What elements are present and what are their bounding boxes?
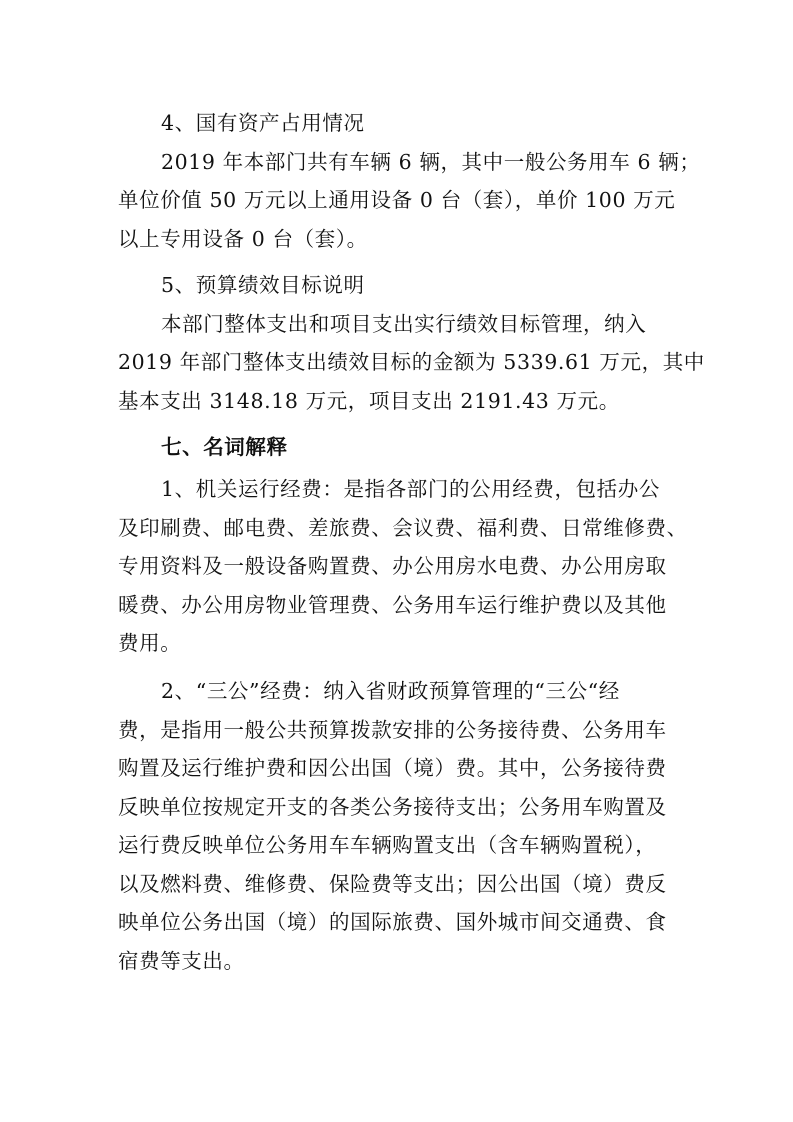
- paragraph-line: 2019 年本部门共有车辆 6 辆，其中一般公务用车 6 辆；: [161, 149, 701, 174]
- paragraph-line: 费，是指用一般公共预算拨款安排的公务接待费、公务用车: [118, 717, 667, 742]
- paragraph-line: 映单位公务出国（境）的国际旅费、国外城市间交通费、食: [118, 910, 667, 934]
- paragraph-line: 购置及运行维护费和因公出国（境）费。其中，公务接待费: [118, 756, 667, 780]
- paragraph-line: 暖费、办公用房物业管理费、公务用车运行维护费以及其他: [118, 592, 667, 617]
- paragraph-line: 运行费反映单位公务用车车辆购置支出（含车辆购置税），: [118, 833, 657, 857]
- paragraph-line: 2019 年部门整体支出绩效目标的金额为 5339.61 万元，其中: [118, 350, 705, 374]
- paragraph-line: 本部门整体支出和项目支出实行绩效目标管理，纳入: [161, 311, 647, 336]
- paragraph-line: 反映单位按规定开支的各类公务接待支出；公务用车购置及: [118, 794, 667, 819]
- term-three-public-expenses: [118, 672, 683, 980]
- paragraph-line: 1、机关运行经费：是指各部门的公用经费，包括办公: [161, 477, 660, 501]
- section-performance-targets: [118, 266, 705, 420]
- glossary-heading: 七、名词解释: [161, 435, 288, 459]
- paragraph-line: 单位价值 50 万元以上通用设备 0 台（套），单价 100 万元: [118, 188, 676, 212]
- section-glossary: [118, 428, 683, 467]
- paragraph-line: 费用。: [118, 631, 182, 655]
- term-operating-costs: [118, 470, 688, 663]
- section-heading: 5、预算绩效目标说明: [161, 273, 365, 297]
- paragraph-line: 以上专用设备 0 台（套）。: [118, 226, 368, 251]
- section-heading: 4、国有资产占用情况: [161, 111, 365, 135]
- paragraph-line: 宿费等支出。: [118, 948, 245, 973]
- section-asset-usage: [118, 104, 701, 258]
- paragraph-line: 及印刷费、邮电费、差旅费、会议费、福利费、日常维修费、: [118, 515, 688, 540]
- paragraph-line: 2、“三公”经费：纳入省财政预算管理的“三公“经: [161, 679, 620, 703]
- paragraph-line: 基本支出 3148.18 万元，项目支出 2191.43 万元。: [118, 388, 620, 413]
- paragraph-line: 以及燃料费、维修费、保险费等支出；因公出国（境）费反: [118, 871, 667, 896]
- paragraph-line: 专用资料及一般设备购置费、办公用房水电费、办公用房取: [118, 554, 667, 578]
